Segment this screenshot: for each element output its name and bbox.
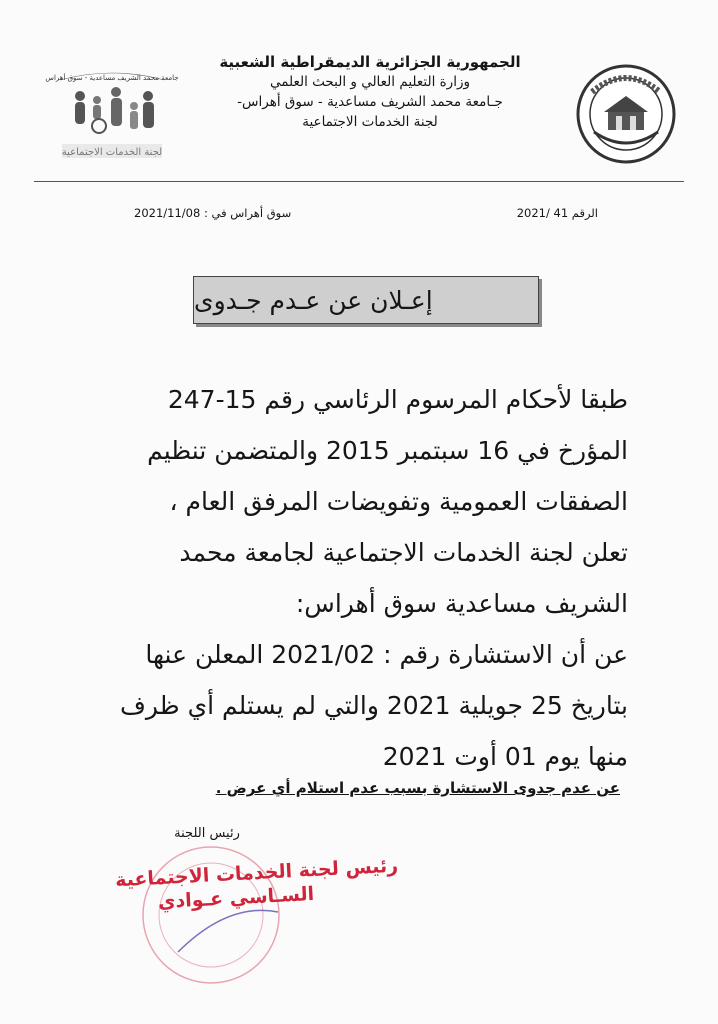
committee-name: لجنة الخدمات الاجتماعية bbox=[302, 114, 438, 130]
announcement-title: إعـلان عن عـدم جـدوى bbox=[193, 276, 539, 324]
country-name: الجمهورية الجزائرية الديمقراطية الشعبية bbox=[219, 53, 521, 71]
stamp-signatory: السـاسي عـوادي bbox=[157, 882, 315, 914]
body-line: منها يوم 01 أوت 2021 bbox=[382, 742, 628, 771]
reference-number: الرقم 41 /2021 bbox=[516, 206, 598, 220]
svg-text:لجنة الخدمات الاجتماعية: لجنة الخدمات الاجتماعية bbox=[61, 147, 163, 158]
stamp-title: رئيس لجنة الخدمات الاجتماعية bbox=[114, 854, 399, 892]
body-line: تعلن لجنة الخدمات الاجتماعية لجامعة محمد bbox=[179, 538, 628, 567]
signature-label: رئيس اللجنة bbox=[174, 826, 240, 841]
header-divider bbox=[34, 181, 684, 182]
university-name: جـامعة محمد الشريف مساعدية - سوق أهراس- bbox=[237, 94, 503, 110]
body-line: طبقا لأحكام المرسوم الرئاسي رقم 15-247 bbox=[167, 385, 628, 414]
body-line: الصفقات العمومية وتفويضات المرفق العام ، bbox=[169, 487, 628, 516]
university-seal bbox=[574, 62, 678, 166]
announcement-body bbox=[88, 374, 628, 798]
body-line: الشريف مساعدية سوق أهراس: bbox=[295, 589, 628, 618]
committee-logo bbox=[42, 66, 182, 164]
body-line: عن أن الاستشارة رقم : 2021/02 المعلن عنها bbox=[145, 640, 628, 669]
document-header bbox=[200, 52, 540, 132]
svg-text:جامعة محمد الشريف مساعدية - سو: جامعة محمد الشريف مساعدية - سوق أهراس bbox=[45, 74, 179, 82]
conclusion-line: عن عدم جدوى الاستشارة بسبب عدم استلام أي عرض . bbox=[215, 779, 620, 797]
body-line: المؤرخ في 16 سبتمبر 2015 والمتضمن تنظيم bbox=[147, 436, 628, 465]
document-date: سوق أهراس في : 2021/11/08 bbox=[134, 206, 292, 220]
ministry-name: وزارة التعليم العالي و البحث العلمي bbox=[269, 74, 470, 90]
body-line: بتاريخ 25 جويلية 2021 والتي لم يستلم أي ظرف bbox=[120, 691, 628, 720]
